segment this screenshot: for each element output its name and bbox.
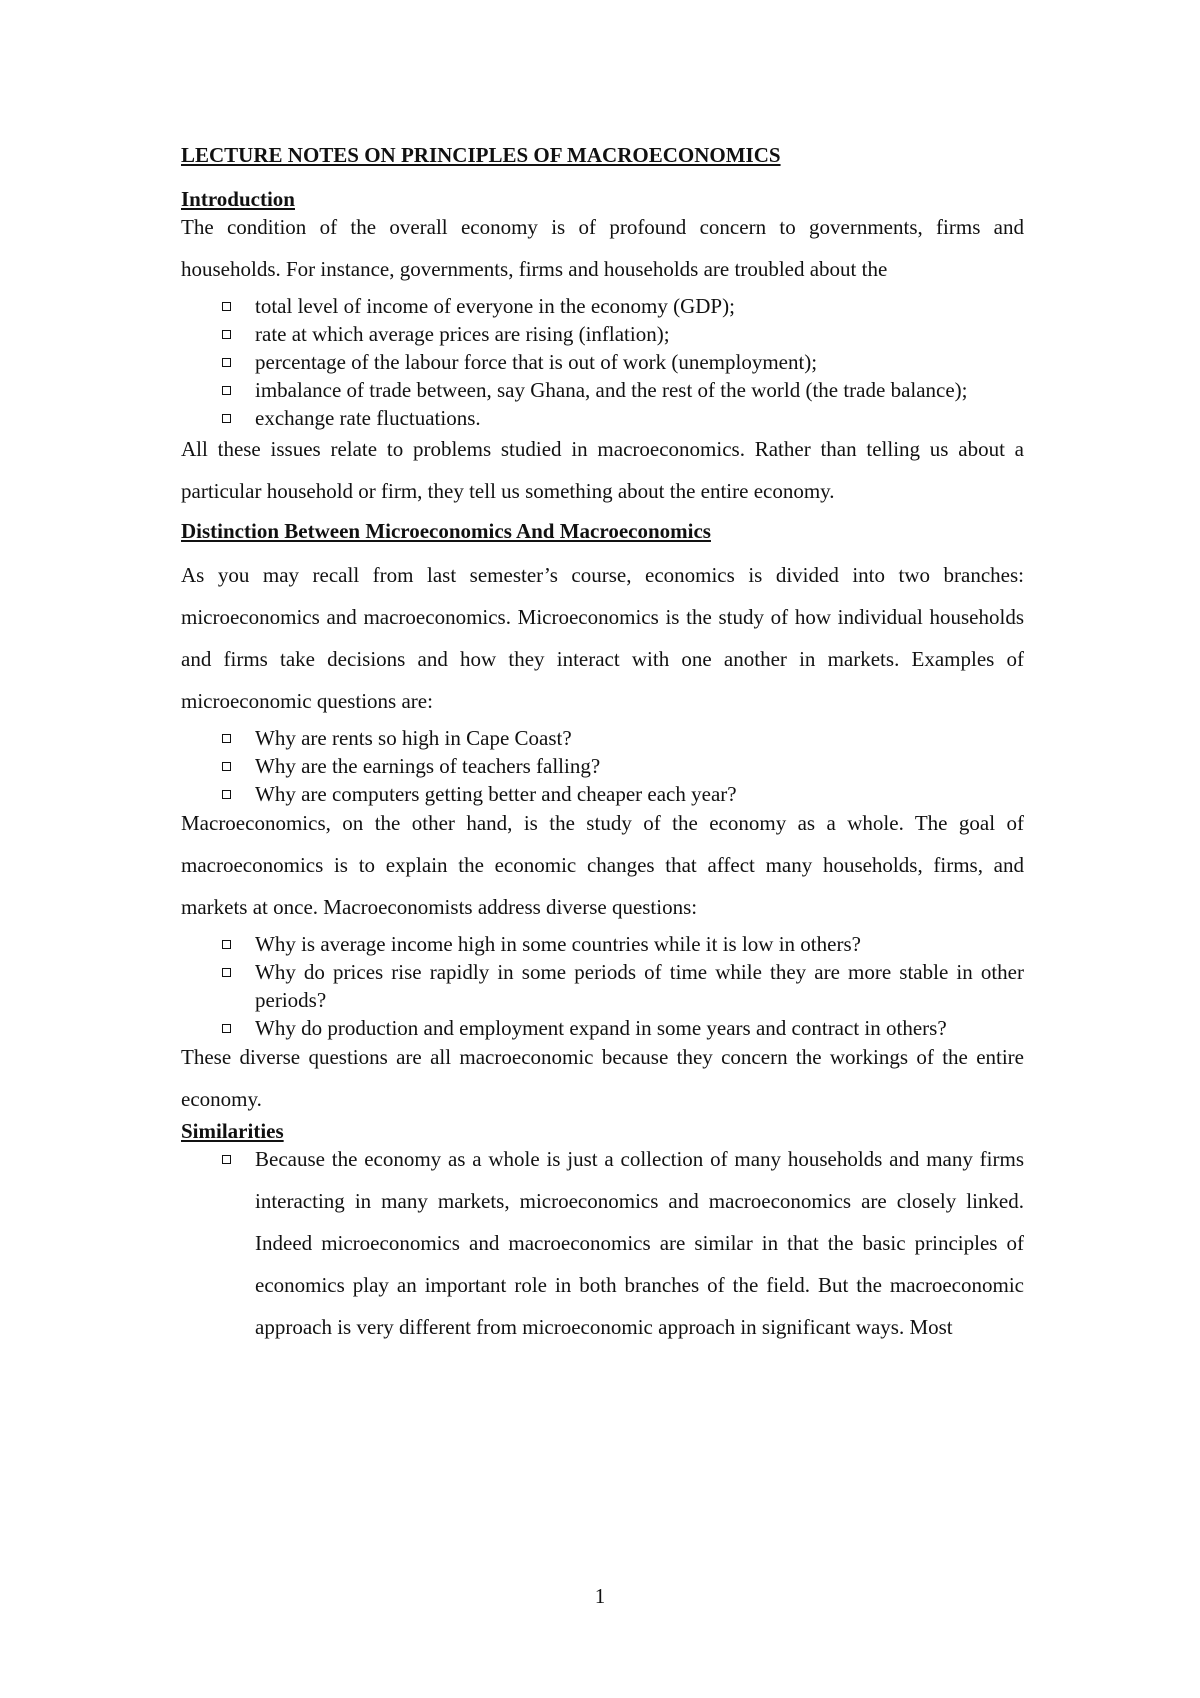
checkbox-bullet-icon xyxy=(222,734,231,743)
list-item: rate at which average prices are rising (inflation); xyxy=(181,320,1024,348)
list-item: Because the economy as a whole is just a collection of many households and many firms interacting in many markets, microeconomics and macroeconomics are closely linked. Indeed microeconomics and macroeconomics are similar in that the basic principles of economics play an important role in both branches of the field. But the macroeconomic approach is very different from microeconomic approach in significant ways. Most xyxy=(181,1138,1024,1348)
introduction-heading: Introduction xyxy=(181,187,295,211)
checkbox-bullet-icon xyxy=(222,762,231,771)
macro-paragraph: Macroeconomics, on the other hand, is the study of the economy as a whole. The goal of macroeconomics is to explain the economic changes that affect many households, firms, and markets at once. Macroeconomists address diverse questions: xyxy=(181,811,1024,919)
list-item: Why are the earnings of teachers falling? xyxy=(181,752,1024,780)
document-page xyxy=(181,140,1024,1348)
checkbox-bullet-icon xyxy=(222,790,231,799)
list-item: Why are rents so high in Cape Coast? xyxy=(181,724,1024,752)
list-item: Why are computers getting better and cheaper each year? xyxy=(181,780,1024,808)
list-item: Why do prices rise rapidly in some periods of time while they are more stable in other periods? xyxy=(181,958,1024,1014)
list-item: exchange rate fluctuations. xyxy=(181,404,1024,432)
list-item: Why is average income high in some countries while it is low in others? xyxy=(181,930,1024,958)
checkbox-bullet-icon xyxy=(222,302,231,311)
introduction-paragraph: The condition of the overall economy is of profound concern to governments, firms and households. For instance, governments, firms and households are troubled about the xyxy=(181,215,1024,281)
list-item: percentage of the labour force that is out of work (unemployment); xyxy=(181,348,1024,376)
similarities-heading: Similarities xyxy=(181,1119,284,1143)
checkbox-bullet-icon xyxy=(222,940,231,949)
checkbox-bullet-icon xyxy=(222,414,231,423)
document-title: LECTURE NOTES ON PRINCIPLES OF MACROECONOMICS xyxy=(181,143,781,167)
distinction-paragraph: As you may recall from last semester’s course, economics is divided into two branches: microeconomics and macroeconomics. Microeconomics is the study of how individual households and firms take decisions and how they interact with one another in markets. Examples of microeconomic questions are: xyxy=(181,563,1024,713)
checkbox-bullet-icon xyxy=(222,386,231,395)
distinction-heading: Distinction Between Microeconomics And Macroeconomics xyxy=(181,519,711,543)
checkbox-bullet-icon xyxy=(222,968,231,977)
distinction-closing: These diverse questions are all macroeconomic because they concern the workings of the entire economy. xyxy=(181,1045,1024,1111)
micro-questions-list xyxy=(181,724,1024,808)
list-item: total level of income of everyone in the economy (GDP); xyxy=(181,292,1024,320)
checkbox-bullet-icon xyxy=(222,1024,231,1033)
introduction-closing: All these issues relate to problems studied in macroeconomics. Rather than telling us about a particular household or firm, they tell us something about the entire economy. xyxy=(181,437,1024,503)
checkbox-bullet-icon xyxy=(222,330,231,339)
similarities-bullet-list xyxy=(181,1138,1024,1348)
list-item: Why do production and employment expand in some years and contract in others? xyxy=(181,1014,1024,1042)
checkbox-bullet-icon xyxy=(222,1155,231,1164)
macro-questions-list xyxy=(181,930,1024,1042)
list-item: imbalance of trade between, say Ghana, and the rest of the world (the trade balance); xyxy=(181,376,1024,404)
introduction-bullet-list xyxy=(181,292,1024,432)
checkbox-bullet-icon xyxy=(222,358,231,367)
page-number: 1 xyxy=(594,1584,606,1608)
